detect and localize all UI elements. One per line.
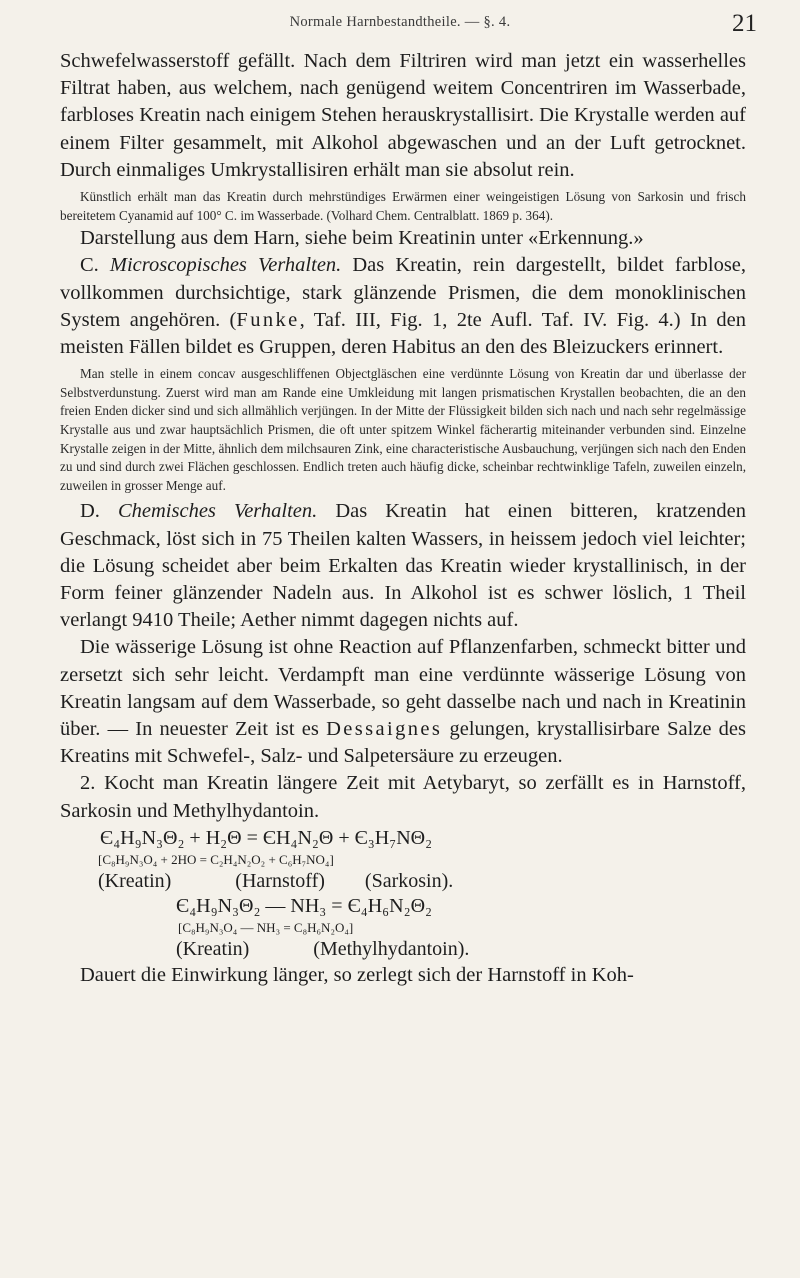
running-head — [0, 10, 800, 40]
section-d-heading: Chemisches Verhalten. — [117, 500, 318, 523]
section-c — [60, 252, 746, 361]
equation-1-names — [60, 869, 746, 894]
formula-block — [60, 826, 746, 962]
equation-2-old-notation: [C₈H₉N₃O₄ — NH₃ = C₈H₆N₂O₄] — [178, 919, 354, 935]
paragraph-aetybaryt: 2. Kocht man Kreatin längere Zeit mit Aetybaryt, so zerfällt es in Harnstoff, Sarkosin und Methylhydantoin. — [60, 772, 746, 822]
paragraph-darstellung: Darstellung aus dem Harn, siehe beim Kreatinin unter «Erkennung.» — [80, 227, 644, 250]
name-kreatin-2: (Kreatin) — [176, 937, 250, 960]
author-funke: Funke — [236, 308, 300, 331]
section-d-text: Das Kreatin hat einen bitteren, kratzenden Geschmack, löst sich in 75 Theilen kalten Wassers, in heissem jedoch viel leichter; die Lösung scheidet aber beim Erkalten das Kreatin wieder krystallinisch, in der Form feiner glänzender Nadeln aus. In Alkohol ist es schwer löslich, 1 Theil verlangt 9410 Theile; Aether nimmt dagegen nichts auf. — [60, 500, 746, 632]
equation-1-old-notation: [C₈H₉N₃O₄ + 2HO = C₂H₄N₂O₂ + C₆H₇NO₄] — [98, 851, 334, 867]
section-d — [60, 498, 746, 634]
paragraph-1: Schwefelwasserstoff gefällt. Nach dem Filtriren wird man jetzt ein wasserhelles Filtrat haben, aus welchem, nach genügend weitem Concentriren im Wasserbade, farbloses Kreatin nach einigem Stehen herauskrystallisirt. Die Krystalle werden auf einem Filter gesammelt, mit Alkohol abgewaschen und an der Luft getrocknet. Durch einmaliges Umkrystallisiren erhält man sie absolut rein. — [60, 50, 746, 181]
paragraph-last: Dauert die Einwirkung länger, so zerlegt sich der Harnstoff in Koh- — [80, 963, 634, 986]
paragraph-reaction-b: gelungen, krystallisirbare Salze des Kreatins mit Schwefel-, Salz- und Salpetersäure zu erzeugen. — [60, 718, 746, 768]
note-microscopy: Man stelle in einem concav ausgeschliffenen Objectgläschen eine verdünnte Lösung von Kreatin dar und überlasse der Selbstverdunstung. Zuerst wird man am Rande eine Umkleidung mit langen prismatischen Krystallen beobachten, die an den freien Enden dicker sind und sich allmählich verjüngen. In der Mitte der Flüssigkeit bilden sich nach und nach sehr regelmässige Krystalle aus und zwar hauptsächlich Prismen, die oft unter spitzem Winkel fächerartig miteinander verbunden sind. Einzelne Krystalle zeigen in der Mitte, ähnlich dem milchsauren Zink, eine characteristische Ausbauchung, verjüngen sich nach den Enden zu und sind durch zwei Flächen geschlossen. Endlich treten auch häufig dicke, scheinbar rechtwinklige Tafeln, zuweilen einzeln, zuweilen in grosser Menge auf. — [60, 366, 746, 493]
equation-2-names — [60, 937, 746, 962]
equation-2: Є₄H₉N₃Θ₂ — NH₃ = Є₄H₆N₂Θ₂ — [176, 894, 432, 917]
section-c-label: C. — [80, 254, 99, 277]
name-kreatin: (Kreatin) — [98, 869, 172, 892]
body-text — [60, 48, 746, 989]
name-harnstoff: (Harnstoff) — [235, 869, 325, 892]
paragraph-reaction — [60, 634, 746, 770]
section-d-label: D. — [80, 500, 100, 523]
section-c-text-b: , Taf. III, Fig. 1, 2te Aufl. Taf. IV. Fig. 4.) In den meisten Fällen bildet es Gruppen, deren Habitus an den des Bleizuckers erinnert. — [60, 308, 746, 359]
equation-1: Є₄H₉N₃Θ₂ + H₂Θ = ЄH₄N₂Θ + Є₃H₇NΘ₂ — [100, 826, 433, 849]
author-dessaignes: Dessaignes — [326, 718, 443, 740]
page-number: 21 — [732, 10, 757, 37]
section-c-text-a: Das Kreatin, rein dargestellt, bildet farblose, vollkommen durchsichtige, stark glänzende Prismen, die dem monoklinischen System angehören. ( — [60, 254, 747, 331]
name-sarkosin: (Sarkosin). — [364, 869, 454, 892]
paragraph-reaction-a: Die wässerige Lösung ist ohne Reaction auf Pflanzenfarben, schmeckt bitter und zersetzt sich sehr leicht. Verdampft man eine verdünnte wässerige Lösung von Kreatin langsam auf dem Wasserbade, so geht dasselbe nach und nach in Kreatinin über. — In neuester Zeit ist es — [60, 636, 746, 740]
note-synthesis: Künstlich erhält man das Kreatin durch mehrstündiges Erwärmen einer weingeistigen Lösung von Sarkosin und frisch bereitetem Cyanamid auf 100° C. im Wasserbade. (Volhard Chem. Centralblatt. 1869 p. 364). — [60, 189, 746, 223]
name-methylhydantoin: (Methylhydantoin). — [313, 937, 470, 960]
running-title: Normale Harnbestandtheile. — §. 4. — [289, 14, 511, 30]
section-c-heading: Microscopisches Verhalten. — [109, 254, 342, 277]
